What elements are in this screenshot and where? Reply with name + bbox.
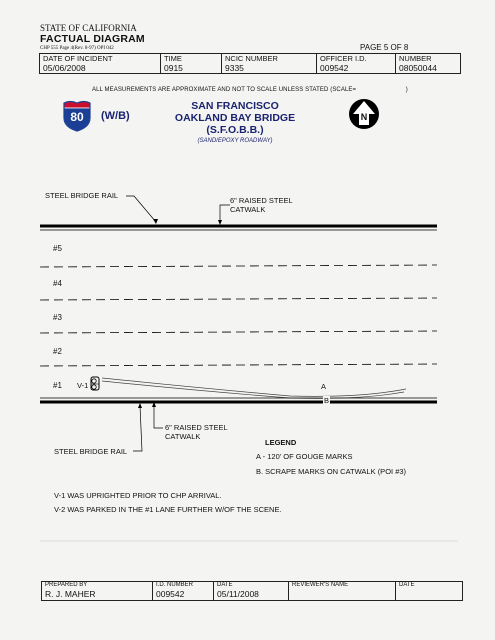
mark-b-label: B bbox=[324, 396, 330, 405]
info-label: OFFICER I.D. bbox=[320, 54, 367, 63]
lane-label: #3 bbox=[53, 313, 62, 322]
bottom-catwalk-line-1: 6" RAISED STEEL bbox=[165, 423, 228, 432]
location-line-2: OAKLAND BAY BRIDGE bbox=[174, 112, 296, 124]
footer-label: DATE bbox=[217, 582, 233, 588]
bottom-catwalk-line-2: CATWALK bbox=[165, 432, 201, 441]
surface-label: (SAND/EPOXY ROADWAY) bbox=[197, 138, 273, 144]
form-id: CHP 555 Page 4(Rev. 8-97) OPI 042 bbox=[40, 46, 114, 51]
footer-cell-id bbox=[153, 582, 214, 601]
info-value: 05/06/2008 bbox=[43, 63, 86, 73]
top-catwalk-arrowhead bbox=[218, 220, 222, 225]
footer-value: 009542 bbox=[156, 589, 185, 599]
top-rail-leader bbox=[126, 196, 156, 222]
footer-label: PREPARED BY bbox=[45, 582, 88, 588]
lane-divider bbox=[40, 298, 437, 300]
north-label: N bbox=[360, 112, 368, 122]
location-line-3: (S.F.O.B.B.) bbox=[206, 124, 264, 136]
info-label: TIME bbox=[164, 54, 182, 63]
note-line: V-2 WAS PARKED IN THE #1 LANE FURTHER W/OF THE SCENE. bbox=[54, 505, 282, 514]
lane-label: #1 bbox=[53, 381, 62, 390]
measurement-note-text: ALL MEASUREMENTS ARE APPROXIMATE AND NOT TO SCALE UNLESS STATED (SCALE= bbox=[92, 87, 357, 93]
note-line: V-1 WAS UPRIGHTED PRIOR TO CHP ARRIVAL. bbox=[54, 491, 222, 500]
info-value: 009542 bbox=[320, 63, 349, 73]
info-value: 0915 bbox=[164, 63, 183, 73]
measurement-note-close: ) bbox=[405, 87, 408, 93]
legend-title: LEGEND bbox=[265, 438, 297, 447]
form-title: FACTUAL DIAGRAM bbox=[40, 33, 145, 45]
info-label: NCIC NUMBER bbox=[225, 54, 278, 63]
legend-item-a: A - 120' OF GOUGE MARKS bbox=[256, 452, 353, 461]
footer-cell-reviewer bbox=[289, 582, 396, 601]
footer-cell-prepared bbox=[42, 582, 153, 601]
direction-label: (W/B) bbox=[101, 110, 130, 122]
info-label: NUMBER bbox=[399, 54, 432, 63]
signature-table bbox=[41, 581, 463, 601]
bottom-rail-label: STEEL BRIDGE RAIL bbox=[54, 447, 128, 456]
lane-label: #5 bbox=[53, 244, 62, 253]
info-value: 08050044 bbox=[399, 63, 437, 73]
info-label: DATE OF INCIDENT bbox=[43, 54, 113, 63]
location-line-1: SAN FRANCISCO bbox=[191, 100, 279, 112]
vehicle-v1-label: V-1 bbox=[77, 381, 89, 390]
top-catwalk-line-2: CATWALK bbox=[230, 205, 266, 214]
footer-label: REVIEWER'S NAME bbox=[292, 582, 349, 588]
bottom-rail-leader bbox=[133, 406, 142, 451]
info-value: 9335 bbox=[225, 63, 244, 73]
footer-value: 05/11/2008 bbox=[217, 589, 259, 599]
top-catwalk-line-1: 6" RAISED STEEL bbox=[230, 196, 293, 205]
bottom-catwalk-label bbox=[165, 423, 228, 441]
vehicle-v1-icon bbox=[91, 377, 99, 390]
lane-label: #4 bbox=[53, 279, 62, 288]
lane-divider bbox=[40, 331, 437, 333]
top-catwalk-leader bbox=[220, 205, 230, 222]
shield-number: 80 bbox=[70, 110, 84, 124]
footer-cell-date bbox=[214, 582, 289, 601]
bottom-rail-arrowhead bbox=[138, 403, 142, 408]
top-catwalk-label bbox=[230, 196, 293, 214]
footer-label: DATE bbox=[399, 582, 415, 588]
mark-a-label: A bbox=[321, 382, 327, 391]
gouge-mark bbox=[102, 378, 406, 396]
lane-divider bbox=[40, 364, 437, 366]
gouge-mark bbox=[102, 381, 404, 398]
page-number: PAGE 5 OF 8 bbox=[360, 43, 409, 52]
footer-value: R. J. MAHER bbox=[45, 589, 96, 599]
legend-item-b: B. SCRAPE MARKS ON CATWALK (POI #3) bbox=[256, 467, 407, 476]
lane-label: #2 bbox=[53, 347, 62, 356]
top-rail-label: STEEL BRIDGE RAIL bbox=[45, 191, 119, 200]
state-heading: STATE OF CALIFORNIA bbox=[40, 23, 137, 33]
lane-divider bbox=[40, 265, 437, 267]
footer-label: I.D. NUMBER bbox=[156, 582, 194, 588]
footer-cell-review-date bbox=[396, 582, 463, 601]
top-rail-arrowhead bbox=[153, 219, 158, 224]
bottom-catwalk-leader bbox=[154, 405, 163, 428]
